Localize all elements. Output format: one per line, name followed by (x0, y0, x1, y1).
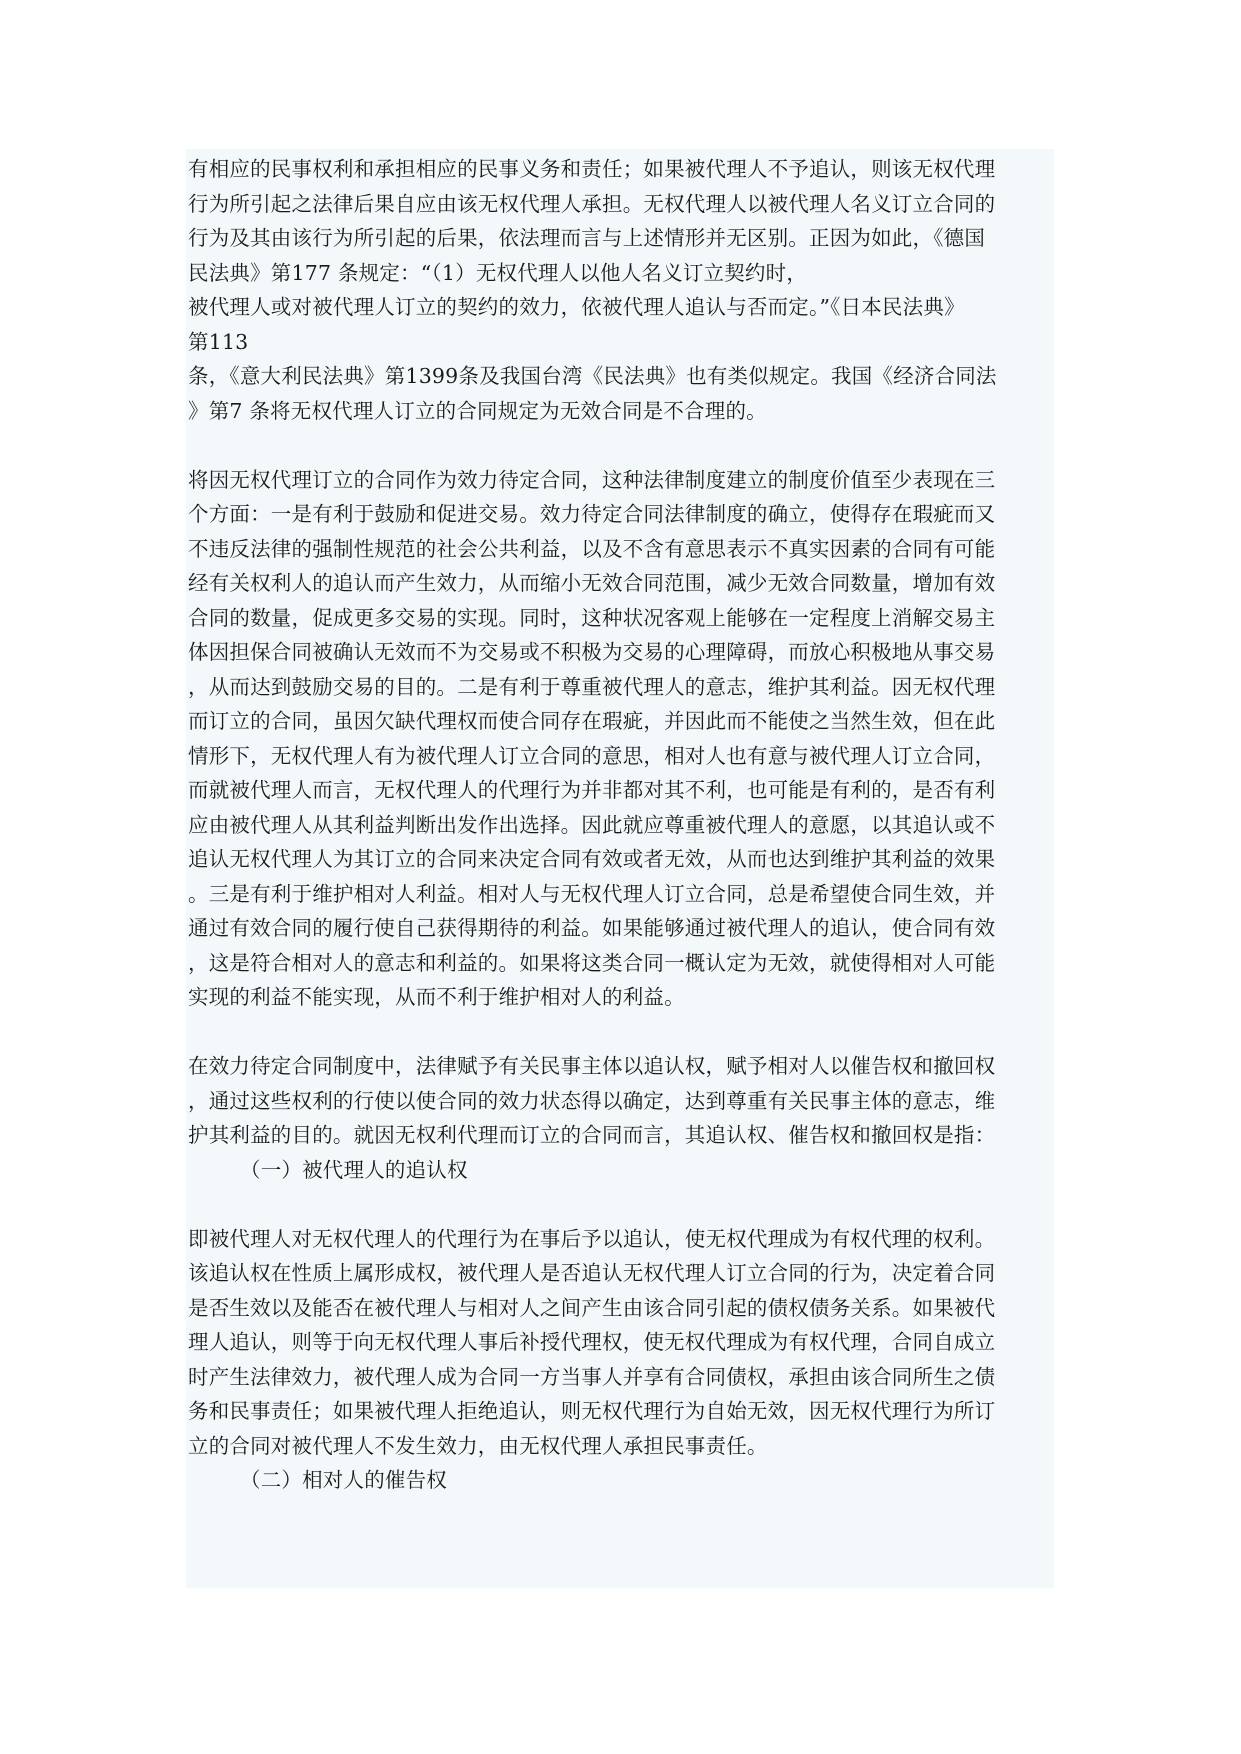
text-line: 追认无权代理人为其订立的合同来决定合同有效或者无效，从而也达到维护其利益的效果 (188, 847, 996, 871)
text-line: 通过有效合同的履行使自己获得期待的利益。如果能够通过被代理人的追认，使合同有效 (188, 916, 996, 940)
text-line: 护其利益的目的。就因无权利代理而订立的合同而言，其追认权、催告权和撤回权是指： (188, 1123, 996, 1147)
paragraph-spacer (188, 1015, 1058, 1050)
text-line: 第113 (188, 329, 249, 354)
text-line: 将因无权代理订立的合同作为效力待定合同，这种法律制度建立的制度价值至少表现在三 (188, 467, 996, 492)
text-line: ，从而达到鼓励交易的目的。二是有利于尊重被代理人的意志，维护其利益。因无权代理 (188, 674, 996, 699)
text-line: 应由被代理人从其利益判断出发作出选择。因此就应尊重被代理人的意愿，以其追认或不 (188, 812, 996, 837)
paragraph-1 (188, 152, 1058, 428)
paragraph-2 (188, 463, 1058, 1015)
text-line: 立的合同对被代理人不发生效力，由无权代理人承担民事责任。 (188, 1433, 768, 1458)
text-line: 个方面：一是有利于鼓励和促进交易。效力待定合同法律制度的确立，使得存在瑕疵而又 (188, 502, 996, 526)
text-line: 是否生效以及能否在被代理人与相对人之间产生由该合同引起的债权债务关系。如果被代 (188, 1295, 996, 1320)
text-line: 该追认权在性质上属形成权，被代理人是否追认无权代理人订立合同的行为，决定着合同 (188, 1261, 996, 1285)
text-line: 》第7 条将无权代理人订立的合同规定为无效合同是不合理的。 (188, 398, 767, 423)
text-line: 而就被代理人而言，无权代理人的代理行为并非都对其不利，也可能是有利的，是否有利 (188, 778, 996, 802)
paragraph-3 (188, 1049, 1058, 1187)
text-line: 体因担保合同被确认无效而不为交易或不积极为交易的心理障碍，而放心积极地从事交易 (188, 640, 996, 664)
text-line: 行为及其由该行为所引起的后果，依法理而言与上述情形并无区别。正因为如此，《德国 (188, 226, 986, 250)
paragraph-spacer (188, 428, 1058, 463)
text-line: 时产生法律效力，被代理人成为合同一方当事人并享有合同债权，承担由该合同所生之债 (188, 1364, 996, 1389)
text-line: 情形下，无权代理人有为被代理人订立合同的意思，相对人也有意与被代理人订立合同， (188, 743, 996, 768)
text-line: ，这是符合相对人的意志和利益的。如果将这类合同一概认定为无效，就使得相对人可能 (188, 950, 996, 975)
section-heading-ratification: （一）被代理人的追认权 (240, 1157, 468, 1182)
text-line: 民法典》第177 条规定：“（1）无权代理人以他人名义订立契约时， (188, 260, 808, 285)
paragraph-4 (188, 1222, 1058, 1498)
paragraph-spacer (188, 1187, 1058, 1222)
text-line: 。三是有利于维护相对人利益。相对人与无权代理人订立合同，总是希望使合同生效，并 (188, 881, 996, 906)
text-line: 行为所引起之法律后果自应由该无权代理人承担。无权代理人以被代理人名义订立合同的 (188, 191, 996, 216)
text-line: 不违反法律的强制性规范的社会公共利益，以及不含有意思表示不真实因素的合同有可能 (188, 536, 996, 561)
text-line: 实现的利益不能实现，从而不利于维护相对人的利益。 (188, 985, 685, 1009)
text-line: 即被代理人对无权代理人的代理行为在事后予以追认，使无权代理成为有权代理的权利。 (188, 1226, 996, 1251)
text-line: 经有关权利人的追认而产生效力，从而缩小无效合同范围，减少无效合同数量，增加有效 (188, 571, 996, 595)
text-line: 条，《意大利民法典》第1399条及我国台湾《民法典》也有类似规定。我国《经济合同法 (188, 364, 997, 388)
text-line: 被代理人或对被代理人订立的契约的效力，依被代理人追认与否而定。”《日本民法典》 (188, 295, 965, 319)
text-line: 务和民事责任；如果被代理人拒绝追认，则无权代理行为自始无效，因无权代理行为所订 (188, 1399, 996, 1423)
text-line: 在效力待定合同制度中，法律赋予有关民事主体以追认权，赋予相对人以催告权和撤回权 (188, 1054, 996, 1078)
text-line: 有相应的民事权利和承担相应的民事义务和责任；如果被代理人不予追认，则该无权代理 (188, 157, 996, 181)
text-line: 而订立的合同，虽因欠缺代理权而使合同存在瑕疵，并因此而不能使之当然生效，但在此 (188, 709, 996, 733)
text-line: 合同的数量，促成更多交易的实现。同时，这种状况客观上能够在一定程度上消解交易主 (188, 605, 996, 630)
section-heading-demand: （二）相对人的催告权 (240, 1468, 447, 1492)
text-line: ，通过这些权利的行使以使合同的效力状态得以确定，达到尊重有关民事主体的意志，维 (188, 1088, 996, 1113)
text-line: 理人追认，则等于向无权代理人事后补授代理权，使无权代理成为有权代理，合同自成立 (188, 1330, 996, 1354)
document-body (188, 152, 1058, 1498)
